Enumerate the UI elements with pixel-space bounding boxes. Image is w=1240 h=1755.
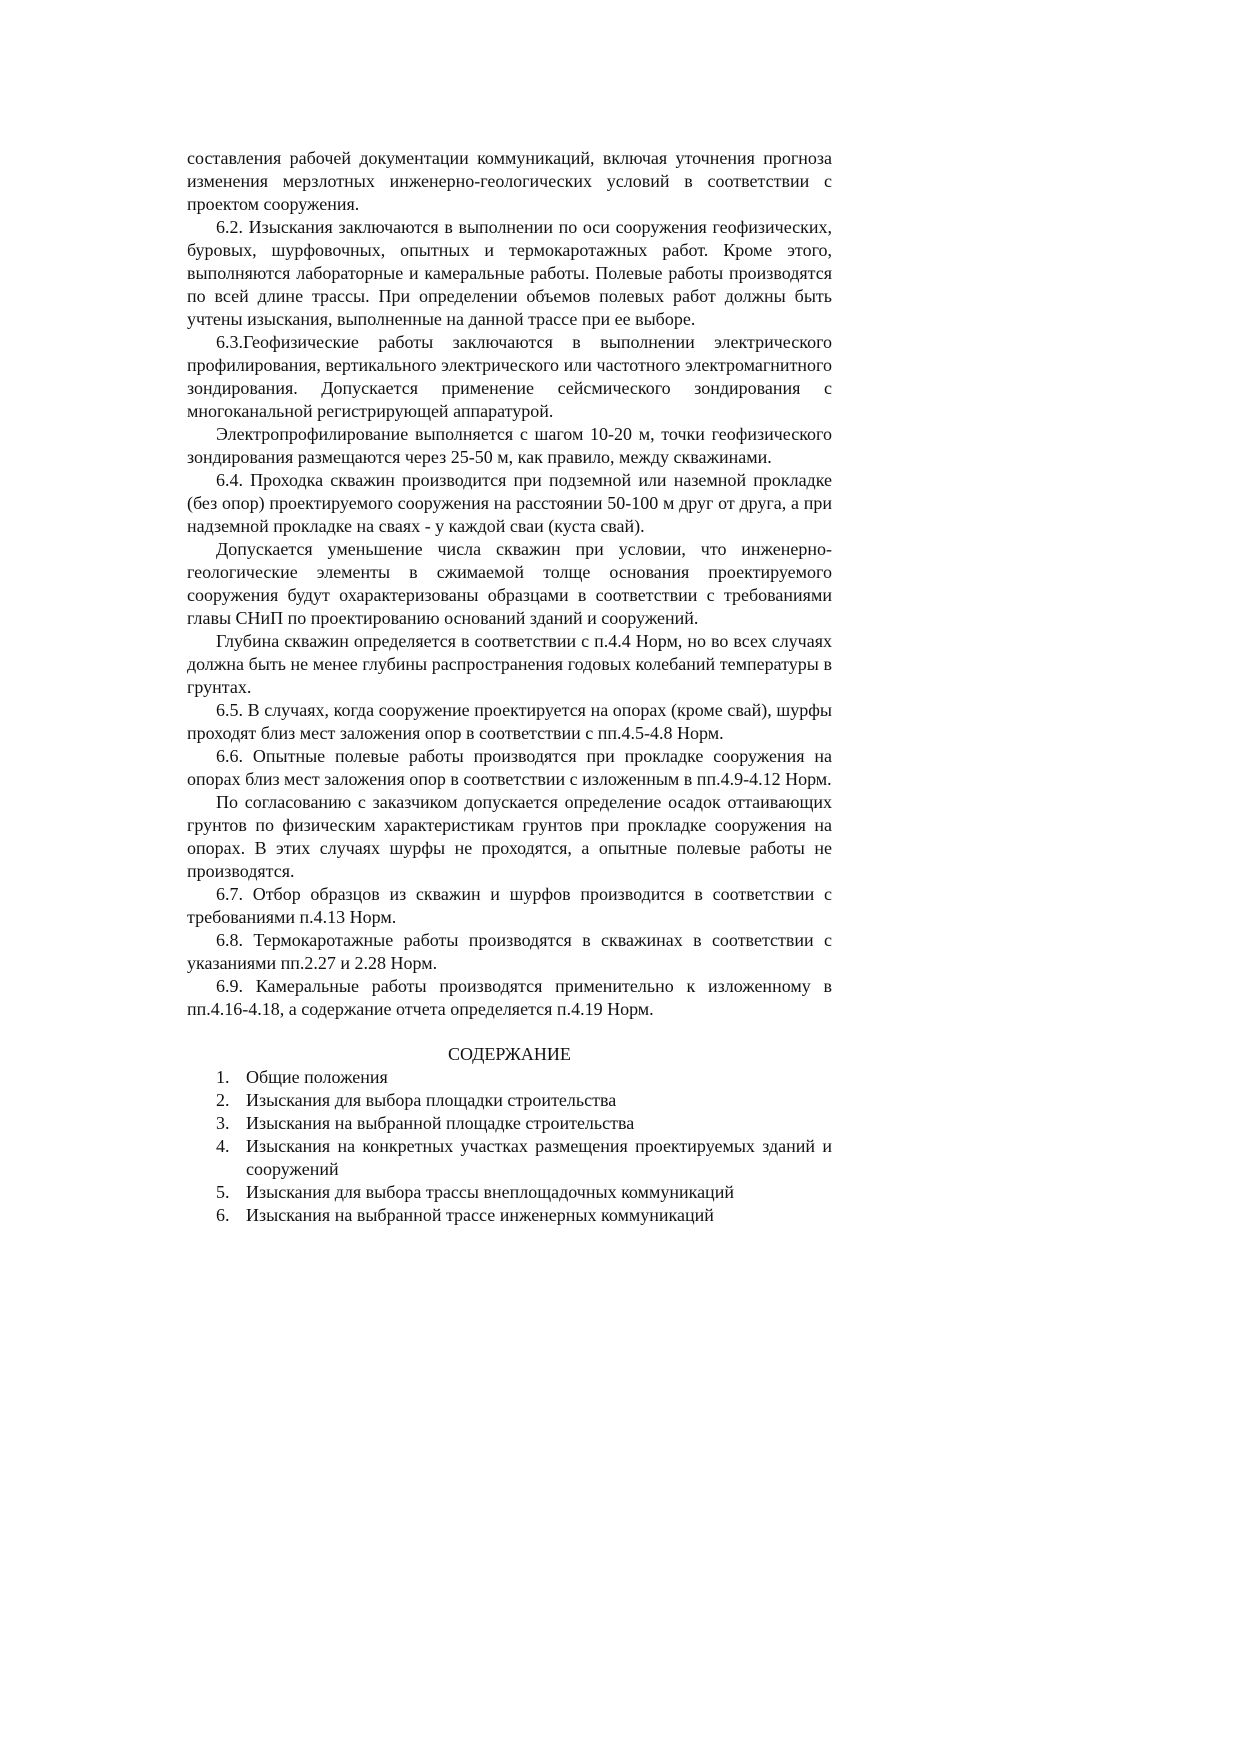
- paragraph-reduced-boreholes: Допускается уменьшение числа скважин при условии, что инженерно-геологические элементы в сжимаемой толще основания проектируемого сооружения будут охарактеризованы образцами в соответствии с требованиями главы СНиП по проектированию оснований зданий и сооружений.: [187, 539, 832, 628]
- toc-item-text: Изыскания на конкретных участках размещения проектируемых зданий и сооружений: [246, 1136, 832, 1179]
- toc-item-text: Общие положения: [246, 1067, 388, 1087]
- paragraph-customer-agreement: По согласованию с заказчиком допускается определение осадок оттаивающих грунтов по физическим характеристикам грунтов при прокладке сооружения на опорах. В этих случаях шурфы не проходятся, а опытные полевые работы не производятся.: [187, 792, 832, 881]
- toc-item-number: 5.: [216, 1182, 230, 1202]
- toc-item-text: Изыскания для выбора трассы внеплощадочных коммуникаций: [246, 1182, 734, 1202]
- paragraph-electroprofiling: Электропрофилирование выполняется с шагом 10-20 м, точки геофизического зондирования размещаются через 25-50 м, как правило, между скважинами.: [187, 424, 832, 467]
- paragraph-6-3: 6.3.Геофизические работы заключаются в выполнении электрического профилирования, вертикального электрического или частотного электромагнитного зондирования. Допускается применение сейсмического зондирования с многоканальной регистрирующей аппаратурой.: [187, 332, 832, 421]
- paragraph-borehole-depth: Глубина скважин определяется в соответствии с п.4.4 Норм, но во всех случаях должна быть не менее глубины распространения годовых колебаний температуры в грунтах.: [187, 631, 832, 697]
- toc-list: [187, 1066, 832, 1227]
- toc-item: [187, 1066, 832, 1089]
- paragraph-6-7: 6.7. Отбор образцов из скважин и шурфов производится в соответствии с требованиями п.4.13 Норм.: [187, 884, 832, 927]
- toc-item: [187, 1135, 832, 1181]
- toc-item: [187, 1204, 832, 1227]
- paragraph-6-2: 6.2. Изыскания заключаются в выполнении по оси сооружения геофизических, буровых, шурфовочных, опытных и термокаротажных работ. Кроме этого, выполняются лабораторные и камеральные работы. Полевые работы производятся по всей длине трассы. При определении объемов полевых работ должны быть учтены изыскания, выполненные на данной трассе при ее выборе.: [187, 217, 832, 329]
- toc-item-text: Изыскания на выбранной трассе инженерных коммуникаций: [246, 1205, 714, 1225]
- paragraph-continuation: составления рабочей документации коммуникаций, включая уточнения прогноза изменения мерзлотных инженерно-геологических условий в соответствии с проектом сооружения.: [187, 148, 832, 214]
- toc-item-number: 1.: [216, 1067, 230, 1087]
- toc-item-text: Изыскания для выбора площадки строительства: [246, 1090, 617, 1110]
- paragraph-6-6: 6.6. Опытные полевые работы производятся при прокладке сооружения на опорах близ мест заложения опор в соответствии с изложенным в пп.4.9-4.12 Норм.: [187, 746, 832, 789]
- toc-item: [187, 1181, 832, 1204]
- paragraph-6-8: 6.8. Термокаротажные работы производятся в скважинах в соответствии с указаниями пп.2.27 и 2.28 Норм.: [187, 930, 832, 973]
- paragraph-6-4: 6.4. Проходка скважин производится при подземной или наземной прокладке (без опор) проектируемого сооружения на расстоянии 50-100 м друг от друга, а при надземной прокладке на сваях - у каждой сваи (куста свай).: [187, 470, 832, 536]
- paragraph-6-9: 6.9. Камеральные работы производятся применительно к изложенному в пп.4.16-4.18, а содержание отчета определяется п.4.19 Норм.: [187, 976, 832, 1019]
- paragraph-6-5: 6.5. В случаях, когда сооружение проектируется на опорах (кроме свай), шурфы проходят близ мест заложения опор в соответствии с пп.4.5-4.8 Норм.: [187, 700, 832, 743]
- toc-item: [187, 1089, 832, 1112]
- toc-item-number: 2.: [216, 1090, 230, 1110]
- toc-item-text: Изыскания на выбранной площадке строительства: [246, 1113, 635, 1133]
- toc-item-number: 4.: [216, 1136, 230, 1156]
- toc-item-number: 6.: [216, 1205, 230, 1225]
- toc-item-number: 3.: [216, 1113, 230, 1133]
- toc-item: [187, 1112, 832, 1135]
- document-body: [187, 147, 832, 1227]
- toc-title: СОДЕРЖАНИЕ: [448, 1044, 571, 1064]
